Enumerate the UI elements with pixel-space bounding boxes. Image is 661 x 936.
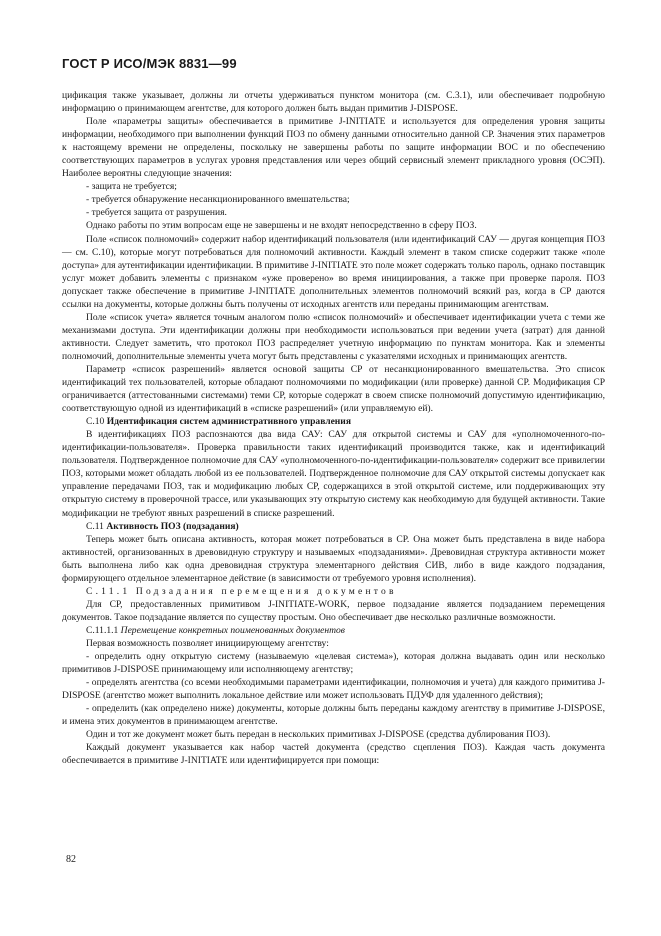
document-header: ГОСТ Р ИСО/МЭК 8831—99 <box>62 56 237 71</box>
page-number: 82 <box>66 854 76 865</box>
paragraph: Первая возможность позволяет инициирующему агентству: <box>86 637 329 649</box>
list-item: - требуется защита от разрушения. <box>86 207 227 219</box>
section-number: С.10 <box>86 416 105 428</box>
section-title: Перемещение конкретных поименованных документов <box>120 624 345 636</box>
section-number: С.11.1.1 <box>86 624 119 636</box>
section-title: Идентификация систем административного управления <box>106 416 351 428</box>
paragraph: Поле «список учета» является точным аналогом полю «список полномочий» и обеспечивает идентификации учета с теми же механизмами доступа. Эти идентификации должны при необходимости использоваться при ведении учета (затрат) для данной активности. Следует заметить, что протокол ПОЗ распределяет учетную информацию по пунктам монитора. Как и элементы полномочий, дополнительные элементы учета могут быть представлены с указателями исходных и принимающих агентств. <box>62 311 605 362</box>
paragraph: В идентификациях ПОЗ распознаются два вида САУ: САУ для открытой системы и САУ для «уполномоченного-по-идентификации-пользователя». Проверка правильности таких идентификаций производится также, как и идентификаций пользователя. Подтвержденное полномочие для САУ «уполномоченного-по-идентификации-пользователя» содержит все привилегии ПОЗ, которыми может обладать любой из ее пользователей. Подтвержденное полномочие для САУ открытой системы допускает как управление передачами ПОЗ, так и модификацию любых СР, содержащихся в этой открытой системе, или поддерживающих эту открытую систему в проверочной трассе, или указывающих эту открытую систему как необходимую для будущей активности. Такие модификации не требуют явных разрешений в списке разрешений. <box>62 429 605 519</box>
list-item: - определять агентства (со всеми необходимыми параметрами идентификации, полномочия и учета) для каждого примитива J-DISPOSE (агентство может выполнить локальное действие или может использовать ПДУФ для удаленного действия); <box>62 677 605 702</box>
paragraph: Однако работы по этим вопросам еще не завершены и не входят непосредственно в сферу ПОЗ. <box>86 220 477 232</box>
section-heading-c10 <box>62 415 605 428</box>
section-heading-c111: С.11.1 Подзадания перемещения документов <box>86 585 397 597</box>
paragraph: цификация также указывает, должны ли отчеты удерживаться пунктом монитора (см. С.3.1), или обеспечивает подробную информацию о принимающем агентстве, для которого должен быть выдан примитив J-DISPOSE. <box>62 90 605 115</box>
section-heading-c1111 <box>62 624 605 637</box>
paragraph: Поле «параметры защиты» обеспечивается в примитиве J-INITIATE и используется для определения уровня защиты информации, необходимого при выполнении функций ПОЗ по обмену данными относительно данной СР. Значения этих параметров к настоящему времени не определены, поскольку не завершены работы по защите информации ВОС и по обеспечению соответствующих параметров в услугах уровня представления или через общий сервисный элемент прикладного уровня (ОСЭП). Наиболее вероятны следующие значения: <box>62 116 605 180</box>
paragraph: Параметр «список разрешений» является основой защиты СР от несанкционированного вмешательства. Это список идентификаций тех пользователей, которые обладают полномочиями по модификации (или проверке) данной СР. Модификация СР ограничивается (аттестованными системами) теми СР, которые содержат в своем списке полномочий допустимую идентификацию, соответствующую одной из идентификаций в «списке разрешений» (или управляемую ей). <box>62 363 605 415</box>
list-item: - требуется обнаружение несанкционированного вмешательства; <box>86 194 350 206</box>
document-page <box>62 56 605 767</box>
paragraph: Один и тот же документ может быть передан в нескольких примитивах J-DISPOSE (средства дублирования ПОЗ). <box>86 729 551 741</box>
list-item: - определить одну открытую систему (называемую «целевая система»), которая должна выдавать один или несколько примитивов J-DISPOSE принимающему или исполняющему агентству; <box>62 651 605 676</box>
section-heading-c11 <box>62 520 605 533</box>
section-number: С.11 <box>86 520 104 532</box>
section-title: Активность ПОЗ (подзадания) <box>106 520 239 532</box>
paragraph: Каждый документ указывается как набор частей документа (средство сцепления ПОЗ). Каждая часть документа обеспечивается в примитиве J-INITIATE или идентифицируется при помощи: <box>62 742 605 767</box>
paragraph: Теперь может быть описана активность, которая может потребоваться в СР. Она может быть представлена в виде набора активностей, организованных в древовидную структуру и называемых «подзаданиями». Древовидная структура активности может быть выполнена либо как одна древовидная структура элементарного действия СИВ, либо в виде каждого подзадания, формирующего отдельное элементарное действие (в зависимости от требуемого уровня исполнения). <box>62 533 605 584</box>
paragraph: Поле «список полномочий» содержит набор идентификаций пользователя (или идентификаций САУ — другая концепция ПОЗ — см. С.10), которые могут потребоваться для полномочий активности. Каждый элемент в таком списке содержит также «поле доступа» для аутентификации идентификации. В примитиве J-INITIATE это поле может содержать только пароль, однако поставщик услуг может добавить элементы с признаком «уже проверено» во время инициирования, а также при проверке пароля. ПОЗ допускает также обеспечение в примитиве J-INITIATE дополнительных элементов полномочий всякий раз, когда в СР даются ссылки на документы, которые должны быть получены от исходных агентств или переданы принимающим агентствам. <box>62 233 605 310</box>
paragraph: Для СР, предоставленных примитивом J-INITIATE-WORK, первое подзадание является подзаданием перемещения документов. Такое подзадание является по существу простым. Оно обеспечивает две несколько различные возможности. <box>62 598 605 623</box>
body-text <box>62 89 605 767</box>
list-item: - определить (как определено ниже) документы, которые должны быть переданы каждому агентству в примитиве J-DISPOSE, и имена этих документов в принимающем агентстве. <box>62 703 605 728</box>
list-item: - защита не требуется; <box>86 181 177 193</box>
